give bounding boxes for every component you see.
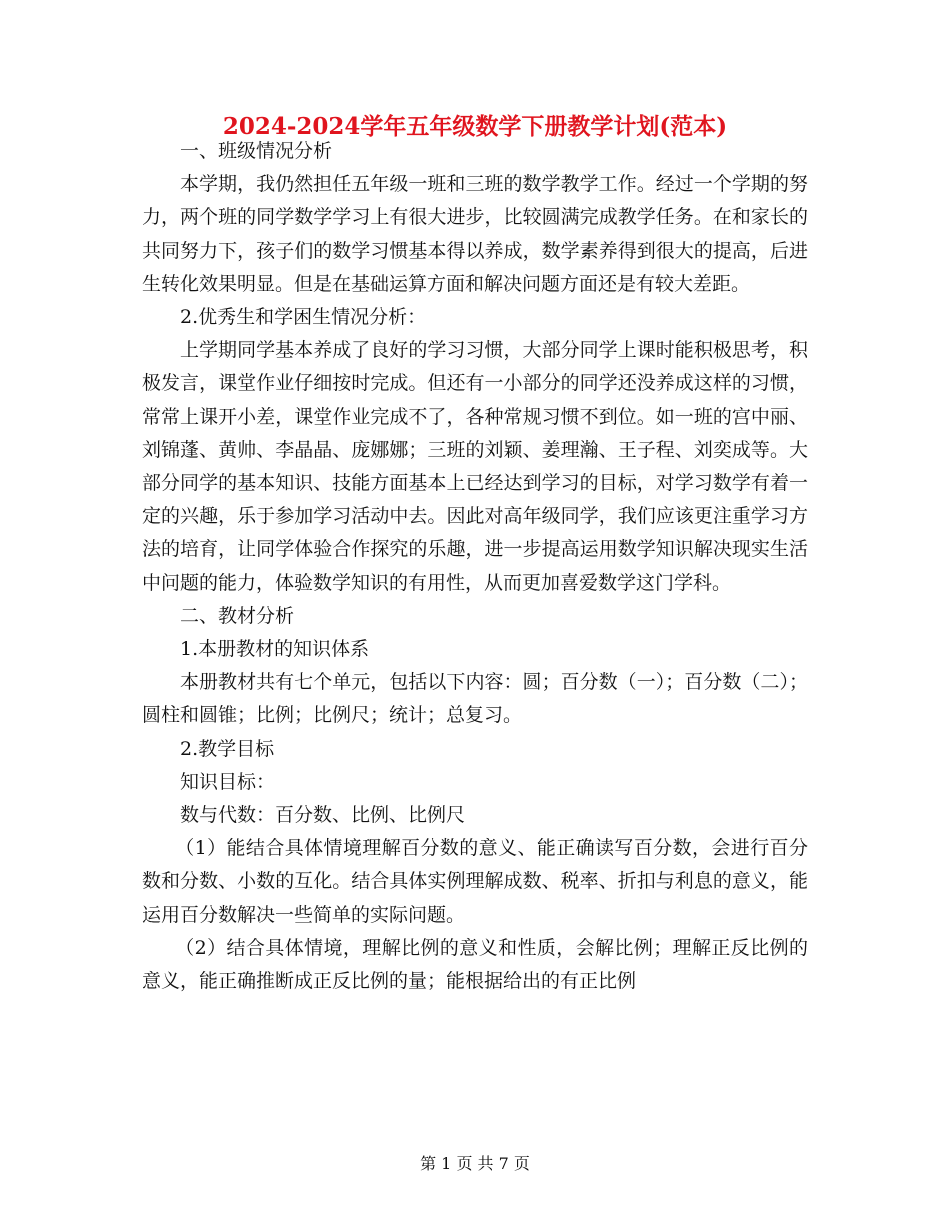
page-footer: 第 1 页 共 7 页: [420, 1154, 530, 1173]
label-knowledge-goals: 知识目标：: [180, 770, 276, 793]
paragraph-student-analysis: 上学期同学基本养成了良好的学习习惯，大部分同学上课时能积极思考，积极发言，课堂作业仔细按时完成。但还有一小部分的同学还没养成这样的习惯，常常上课开小差，课堂作业完成不了，各种常规习惯不到位。如一班的宫中丽、刘锦蓬、黄帅、李晶晶、庞娜娜；三班的刘颖、姜理瀚、王子程、刘奕成等。大部分同学的基本知识、技能方面基本上已经达到学习的目标，对学习数学有着一定的兴趣，乐于参加学习活动中去。因此对高年级同学，我们应该更注重学习方法的培育，让同学体验合作探究的乐趣，进一步提高运用数学知识解决现实生活中问题的能力，体验数学知识的有用性，从而更加喜爱数学这门学科。: [142, 339, 808, 594]
paragraph-goal-ratio: （2）结合具体情境，理解比例的意义和性质，会解比例；理解正反比例的意义，能正确推断成正反比例的量；能根据给出的有正比例: [142, 936, 808, 993]
paragraph-goal-percent: （1）能结合具体情境理解百分数的意义、能正确读写百分数，会进行百分数和分数、小数的互化。结合具体实例理解成数、税率、折扣与利息的意义，能运用百分数解决一些简单的实际问题。: [142, 837, 808, 926]
page-title: 2024-2024学年五年级数学下册教学计划(范本): [222, 113, 728, 140]
section-heading-textbook-analysis: 二、教材分析: [180, 604, 295, 627]
section-heading-class-analysis: 一、班级情况分析: [180, 140, 333, 162]
subheading-teaching-goals: 2.教学目标: [180, 737, 275, 760]
subheading-student-analysis: 2.优秀生和学困生情况分析：: [180, 306, 427, 329]
label-number-algebra: 数与代数：百分数、比例、比例尺: [180, 804, 466, 827]
paragraph-class-situation: 本学期，我仍然担任五年级一班和三班的数学教学工作。经过一个学期的努力，两个班的同学数学学习上有很大进步，比较圆满完成教学任务。在和家长的共同努力下，孩子们的数学习惯基本得以养成，数学素养得到很大的提高，后进生转化效果明显。但是在基础运算方面和解决问题方面还是有较大差距。: [142, 173, 808, 295]
document-body: [142, 135, 808, 998]
paragraph-textbook-units: 本册教材共有七个单元，包括以下内容：圆；百分数（一）；百分数（二）；圆柱和圆锥；比例；比例尺；统计；总复习。: [142, 671, 808, 727]
subheading-knowledge-system: 1.本册教材的知识体系: [180, 638, 370, 661]
